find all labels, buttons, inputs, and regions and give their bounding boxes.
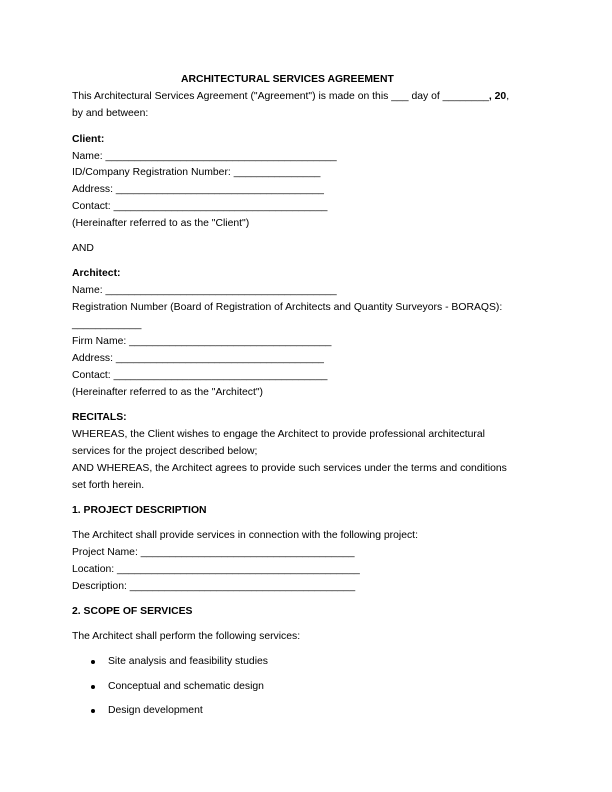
architect-registration-blank: ____________ bbox=[72, 319, 142, 330]
section-2-intro: The Architect shall perform the following services: bbox=[72, 631, 301, 642]
bullet-icon bbox=[91, 685, 95, 689]
service-list-item: Site analysis and feasibility studies bbox=[108, 656, 268, 667]
client-heading: Client: bbox=[72, 134, 105, 145]
recitals-line: WHEREAS, the Client wishes to engage the Architect to provide professional architectural bbox=[72, 429, 485, 440]
architect-registration-label: Registration Number (Board of Registration of Architects and Quantity Surveyors - BORAQS): bbox=[72, 302, 503, 313]
project-name-field: Project Name: _____________________________________ bbox=[72, 547, 355, 558]
intro-line-2: by and between: bbox=[72, 108, 149, 119]
client-contact-field: Contact: _____________________________________ bbox=[72, 201, 328, 212]
architect-address-field: Address: ____________________________________ bbox=[72, 353, 324, 364]
and-text: AND bbox=[72, 243, 94, 254]
client-name-field: Name: ________________________________________ bbox=[72, 151, 337, 162]
project-location-field: Location: __________________________________________ bbox=[72, 564, 360, 575]
client-address-field: Address: ____________________________________ bbox=[72, 184, 324, 195]
architect-name-field: Name: ________________________________________ bbox=[72, 285, 337, 296]
architect-heading: Architect: bbox=[72, 268, 121, 279]
intro-text: This Architectural Services Agreement ("Agreement") is made on this ___ day of ________ bbox=[72, 91, 489, 102]
service-list-item: Conceptual and schematic design bbox=[108, 681, 264, 692]
recitals-line: AND WHEREAS, the Architect agrees to provide such services under the terms and conditions bbox=[72, 463, 507, 474]
architect-firm-name-field: Firm Name: ___________________________________ bbox=[72, 336, 332, 347]
intro-year-bold: , 20 bbox=[488, 91, 507, 102]
service-list-item: Design development bbox=[108, 705, 203, 716]
client-id-field: ID/Company Registration Number: _______________ bbox=[72, 167, 321, 178]
recitals-line: services for the project described below; bbox=[72, 446, 258, 457]
document-title: ARCHITECTURAL SERVICES AGREEMENT bbox=[181, 74, 394, 85]
intro-end: , bbox=[506, 91, 510, 102]
architect-contact-field: Contact: _____________________________________ bbox=[72, 370, 328, 381]
section-2-heading: 2. SCOPE OF SERVICES bbox=[72, 606, 193, 617]
recitals-line: set forth herein. bbox=[72, 480, 145, 491]
client-referred-text: (Hereinafter referred to as the "Client") bbox=[72, 218, 250, 229]
bullet-icon bbox=[91, 709, 95, 713]
section-1-heading: 1. PROJECT DESCRIPTION bbox=[72, 505, 207, 516]
section-1-intro: The Architect shall provide services in connection with the following project: bbox=[72, 530, 418, 541]
recitals-heading: RECITALS: bbox=[72, 412, 127, 423]
intro-line-1 bbox=[72, 90, 509, 103]
bullet-icon bbox=[91, 660, 95, 664]
project-description-field: Description: _______________________________________ bbox=[72, 581, 356, 592]
architect-referred-text: (Hereinafter referred to as the "Architect") bbox=[72, 387, 264, 398]
